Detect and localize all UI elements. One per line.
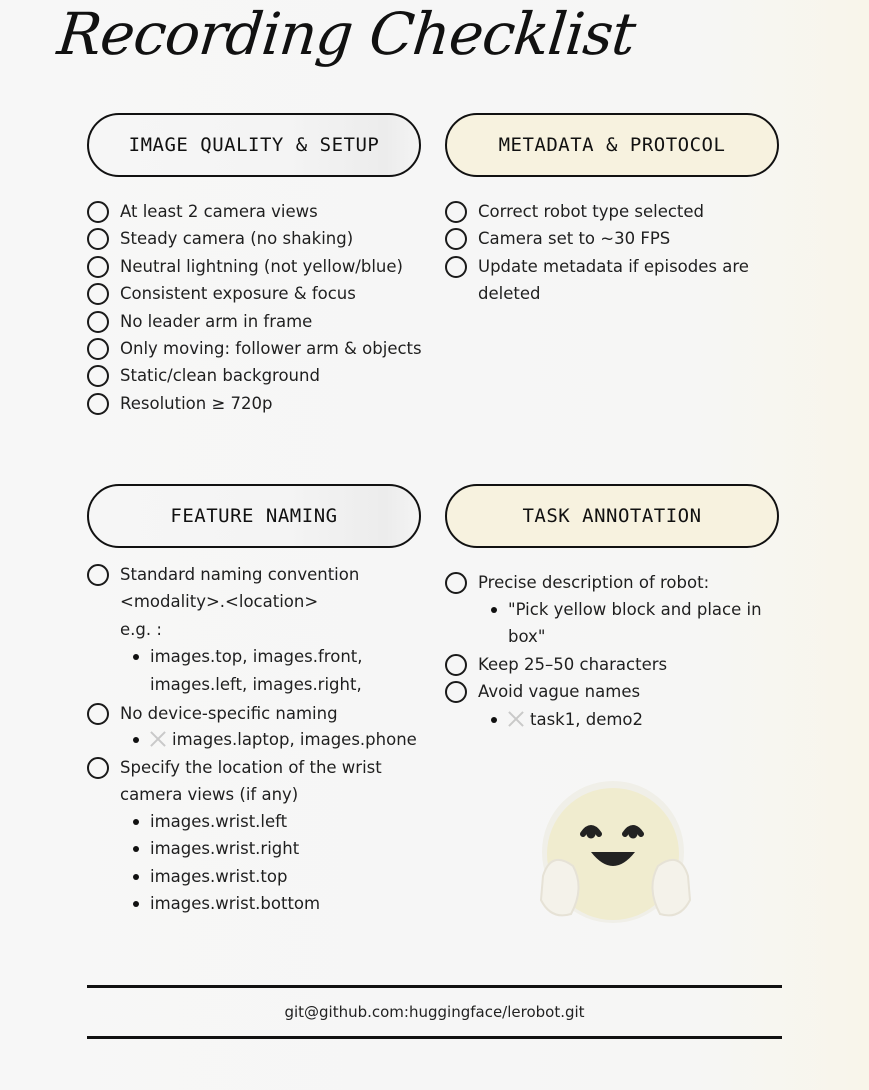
list-item-label: images.wrist.left bbox=[150, 812, 288, 831]
bullet-icon bbox=[133, 846, 139, 852]
checklist-item-label: Camera set to ~30 FPS bbox=[478, 229, 671, 249]
checklist-item[interactable] bbox=[478, 253, 749, 280]
circle-checkbox-icon[interactable] bbox=[87, 256, 109, 278]
checklist-item-label: Update metadata if episodes are bbox=[478, 256, 749, 276]
checklist-item-label: Keep 25–50 characters bbox=[478, 655, 668, 674]
list-item bbox=[150, 726, 417, 753]
list-item-label: images.wrist.top bbox=[150, 866, 288, 886]
checklist-item[interactable] bbox=[120, 754, 382, 781]
checklist-item[interactable] bbox=[120, 225, 353, 252]
checklist-item[interactable] bbox=[478, 225, 670, 252]
list-item bbox=[508, 706, 643, 733]
bullet-icon bbox=[133, 737, 139, 743]
checklist-item-label: Resolution ≥ 720p bbox=[120, 393, 273, 413]
checklist-item[interactable] bbox=[478, 198, 704, 225]
circle-checkbox-icon[interactable] bbox=[87, 228, 109, 250]
checklist-item-label: Static/clean background bbox=[120, 366, 320, 386]
bullet-icon bbox=[133, 874, 139, 880]
list-item-label: task1, demo2 bbox=[530, 710, 644, 729]
section-heading-image-quality: IMAGE QUALITY & SETUP bbox=[87, 113, 421, 177]
checklist-item-label: No device-specific naming bbox=[120, 703, 338, 723]
checklist-item[interactable] bbox=[120, 308, 312, 335]
list-item bbox=[150, 808, 287, 835]
section-heading-metadata: METADATA & PROTOCOL bbox=[445, 113, 779, 177]
footer-repo-link[interactable]: git@github.com:huggingface/lerobot.git bbox=[284, 1003, 585, 1021]
bullet-icon bbox=[133, 654, 139, 660]
circle-checkbox-icon[interactable] bbox=[87, 201, 109, 223]
cross-icon bbox=[508, 711, 524, 727]
checklist-item-continued: camera views (if any) bbox=[120, 784, 299, 804]
checklist-item-label: No leader arm in frame bbox=[120, 311, 313, 331]
checklist-item-label: Avoid vague names bbox=[478, 682, 641, 702]
list-item bbox=[150, 835, 299, 862]
checklist-item-label: Consistent exposure & focus bbox=[120, 284, 356, 304]
checklist-item[interactable] bbox=[120, 700, 338, 727]
bullet-icon bbox=[133, 901, 139, 907]
checklist-item[interactable] bbox=[478, 569, 709, 596]
list-item-label: images.top, images.front, bbox=[150, 647, 363, 667]
circle-checkbox-icon[interactable] bbox=[87, 564, 109, 586]
section-heading-task-annotation: TASK ANNOTATION bbox=[445, 484, 779, 548]
page-title: Recording Checklist bbox=[54, 0, 639, 68]
checklist-item-continued: deleted bbox=[478, 284, 541, 304]
circle-checkbox-icon[interactable] bbox=[445, 654, 467, 676]
cross-icon bbox=[150, 731, 166, 747]
list-item-label: images.wrist.right bbox=[150, 839, 300, 859]
footer-divider-bottom bbox=[87, 1036, 782, 1039]
list-item-label: images.wrist.bottom bbox=[150, 894, 321, 914]
checklist-item[interactable] bbox=[120, 198, 318, 225]
list-item bbox=[150, 890, 320, 917]
circle-checkbox-icon[interactable] bbox=[87, 283, 109, 305]
bullet-icon bbox=[133, 819, 139, 825]
checklist-item[interactable] bbox=[120, 280, 356, 307]
checklist-item[interactable] bbox=[120, 253, 403, 280]
checklist-item-label: Only moving: follower arm & objects bbox=[120, 339, 422, 358]
list-item-label: "Pick yellow block and place in bbox=[508, 600, 762, 619]
checklist-item-label: Steady camera (no shaking) bbox=[120, 229, 354, 249]
circle-checkbox-icon[interactable] bbox=[87, 757, 109, 779]
checklist-item-label: Correct robot type selected bbox=[478, 202, 705, 221]
circle-checkbox-icon[interactable] bbox=[87, 311, 109, 333]
list-item-label: images.laptop, images.phone bbox=[172, 730, 417, 749]
checklist-item[interactable] bbox=[120, 362, 320, 389]
checklist-item-label: Specify the location of the wrist bbox=[120, 757, 382, 777]
circle-checkbox-icon[interactable] bbox=[445, 256, 467, 278]
hugging-face-mascot-icon bbox=[533, 776, 698, 935]
checklist-item-label: Neutral lightning (not yellow/blue) bbox=[120, 256, 403, 276]
list-item-continued: images.left, images.right, bbox=[150, 674, 362, 694]
circle-checkbox-icon[interactable] bbox=[87, 393, 109, 415]
checklist-item[interactable] bbox=[120, 390, 273, 417]
list-item bbox=[150, 643, 363, 670]
footer-divider-top bbox=[87, 985, 782, 988]
checklist-item-continued: e.g. : bbox=[120, 619, 162, 639]
checklist-item[interactable] bbox=[120, 335, 422, 362]
checklist-item[interactable] bbox=[478, 651, 667, 678]
list-item bbox=[150, 863, 287, 890]
list-item bbox=[508, 596, 762, 623]
circle-checkbox-icon[interactable] bbox=[445, 228, 467, 250]
circle-checkbox-icon[interactable] bbox=[87, 365, 109, 387]
bullet-icon bbox=[491, 607, 497, 613]
checklist-item-label: Precise description of robot: bbox=[478, 572, 710, 592]
list-item-continued: box" bbox=[508, 627, 546, 647]
checklist-item[interactable] bbox=[120, 561, 359, 588]
checklist-item-continued: <modality>.<location> bbox=[120, 592, 319, 612]
checklist-item[interactable] bbox=[478, 678, 640, 705]
bullet-icon bbox=[491, 717, 497, 723]
circle-checkbox-icon[interactable] bbox=[445, 572, 467, 594]
circle-checkbox-icon[interactable] bbox=[87, 703, 109, 725]
circle-checkbox-icon[interactable] bbox=[87, 338, 109, 360]
section-heading-feature-naming: FEATURE NAMING bbox=[87, 484, 421, 548]
checklist-item-label: At least 2 camera views bbox=[120, 202, 318, 221]
checklist-item-label: Standard naming convention bbox=[120, 565, 360, 584]
circle-checkbox-icon[interactable] bbox=[445, 681, 467, 703]
circle-checkbox-icon[interactable] bbox=[445, 201, 467, 223]
